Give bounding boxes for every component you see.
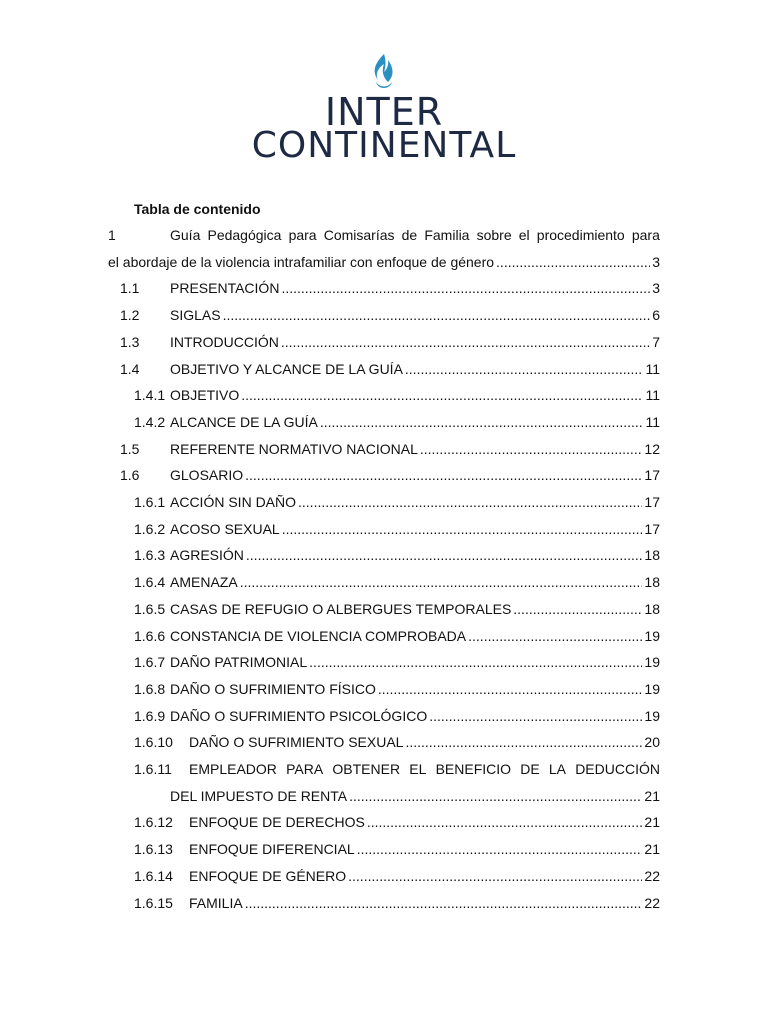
toc-entry[interactable] [134,409,660,435]
toc-entry-title: ENFOQUE DIFERENCIAL [189,841,355,858]
toc-entry-title: AMENAZA [170,574,238,591]
toc-entry[interactable] [134,809,660,835]
toc-entry-title: DAÑO O SUFRIMIENTO FÍSICO [170,680,376,697]
toc-word: EL [409,761,427,777]
toc-entry-page: 22 [644,894,660,911]
toc-entry-title: FAMILIA [189,894,243,911]
toc-entry[interactable] [134,489,660,515]
toc-entry-page: 21 [644,814,660,831]
dot-leader [246,542,643,568]
toc-word: procedimiento [536,227,625,243]
toc-entry-page: 3 [652,280,660,297]
toc-word: DE [520,761,540,777]
toc-entry-number: 1.6.14 [134,867,173,884]
dot-leader [349,783,642,809]
toc-entry[interactable] [134,863,660,889]
toc-entry-number: 1.6.4 [134,574,166,591]
toc-entry-number: 1.6.11 [134,761,172,777]
dot-leader [348,863,642,889]
toc-entry-title: CONSTANCIA DE VIOLENCIA COMPROBADA [170,627,467,644]
toc-entry[interactable] [120,436,660,462]
toc-entry-page: 21 [644,787,660,804]
toc-entry[interactable] [134,596,660,622]
toc-entry-page: 19 [644,627,660,644]
logo-line-inter: INTER [324,90,444,134]
toc-entry-page: 11 [645,413,660,430]
toc-entry-title: ACOSO SEXUAL [170,520,280,537]
toc-entry-page: 18 [644,600,660,617]
toc-entry-number: 1.6.10 [134,734,173,751]
dot-leader [281,329,650,355]
toc-word: OBTENER [332,761,401,777]
toc-entry[interactable] [134,516,660,542]
toc-entry-page: 17 [644,520,660,537]
toc-entry-title: OBJETIVO [170,387,240,404]
toc-entry-line [189,756,660,782]
toc-entry[interactable] [120,462,660,488]
toc-entry-number: 1.6.1 [134,494,166,510]
toc-entry-number: 1.6.13 [134,841,173,858]
toc-entry-title: DAÑO O SUFRIMIENTO PSICOLÓGICO [170,707,428,724]
toc-word: Comisarías [323,227,395,243]
toc-entry-number: 1.2 [120,307,140,324]
dot-leader [241,382,643,408]
dot-leader [245,462,642,488]
dot-leader [420,436,643,462]
toc-entry-page: 17 [644,467,660,484]
dot-leader [281,275,650,301]
dot-leader [513,596,642,622]
toc-word: para [288,227,317,243]
toc-entry-number: 1.5 [120,440,140,457]
toc-entry-number: 1.3 [120,333,140,350]
toc-entry-number: 1.6.6 [134,627,166,644]
toc-word: BENEFICIO [435,761,512,777]
toc-entry-number: 1.6.15 [134,894,173,911]
toc-entry-page: 11 [645,387,660,404]
toc-entry-number: 1.6.9 [134,707,166,724]
toc-entry-title: DEL IMPUESTO DE RENTA [170,787,348,804]
toc-word: para [631,227,660,243]
toc-entry-number: 1.6.2 [134,520,166,537]
dot-leader [405,356,644,382]
dot-leader [496,249,650,275]
toc-entry[interactable] [120,356,660,382]
dot-leader [378,676,643,702]
toc-entry-page: 18 [644,547,660,564]
toc-entry-line [170,222,660,248]
toc-title: Tabla de contenido [134,201,261,217]
toc-entry-number: 1.4.1 [134,387,166,404]
toc-entry[interactable] [134,382,660,408]
toc-entry[interactable] [134,729,660,755]
toc-entry-number: 1.6.7 [134,654,166,671]
toc-word: sobre [476,227,512,243]
toc-word: DEDUCCIÓN [575,761,660,777]
toc-entry-number: 1.1 [120,280,140,297]
toc-word: EMPLEADOR [189,761,277,777]
dot-leader [309,649,642,675]
toc-entry[interactable] [134,623,660,649]
toc-entry-page: 22 [644,867,660,884]
dot-leader [245,890,643,916]
toc-entry-title: INTRODUCCIÓN [170,333,279,350]
toc-entry-title: ACCIÓN SIN DAÑO [170,494,297,510]
toc-entry-number: 1.6.3 [134,547,166,564]
dot-leader [298,489,642,515]
logo-line-continental: CONTINENTAL [251,125,517,166]
toc-word: el [518,227,530,243]
toc-entry-number: 1.4 [120,360,140,377]
toc-word: Guía [170,227,201,243]
toc-entry[interactable] [134,542,660,568]
toc-entry-page: 18 [644,574,660,591]
intercontinental-logo [248,52,520,164]
dot-leader [367,809,643,835]
toc-entry-title: ENFOQUE DE DERECHOS [189,814,365,831]
dot-leader [357,836,643,862]
toc-entry[interactable] [120,302,660,328]
toc-entry[interactable] [120,329,660,355]
flame-icon [364,52,404,94]
dot-leader [429,703,642,729]
toc-entry-title: DAÑO O SUFRIMIENTO SEXUAL [189,734,404,751]
toc-entry-title: GLOSARIO [170,467,244,484]
toc-entry-title: OBJETIVO Y ALCANCE DE LA GUÍA [170,360,403,377]
toc-entry-title: REFERENTE NORMATIVO NACIONAL [170,440,418,457]
toc-entry[interactable] [134,649,660,675]
toc-entry-page: 11 [645,360,660,377]
toc-entry-title: SIGLAS [170,307,221,324]
toc-entry[interactable] [134,703,660,729]
toc-entry-page: 7 [652,333,660,350]
toc-entry[interactable] [134,890,660,916]
toc-entry[interactable] [134,836,660,862]
dot-leader [468,623,642,649]
toc-word: Familia [424,227,470,243]
toc-entry-page: 17 [644,494,660,510]
toc-entry-title: CASAS DE REFUGIO O ALBERGUES TEMPORALES [170,600,512,617]
dot-leader [282,516,643,542]
toc-entry-page: 19 [644,654,660,671]
dot-leader [240,569,643,595]
toc-entry-title: DAÑO PATRIMONIAL [170,654,308,671]
toc-entry-page: 19 [644,680,660,697]
toc-entry-title: el abordaje de la violencia intrafamiliar con enfoque de género [108,253,495,270]
toc-entry-page: 21 [644,841,660,858]
toc-entry[interactable] [120,275,660,301]
toc-entry-page: 12 [644,440,660,457]
toc-word: PARA [286,761,324,777]
toc-entry[interactable] [108,249,660,275]
toc-entry-number: 1.6.5 [134,600,166,617]
toc-word: de [401,227,418,243]
toc-word: LA [548,761,566,777]
toc-entry-number: 1 [108,227,116,243]
toc-entry-page: 6 [652,307,660,324]
toc-entry[interactable] [134,569,660,595]
toc-entry[interactable] [134,676,660,702]
toc-entry-number: 1.4.2 [134,413,166,430]
dot-leader [320,409,644,435]
toc-entry-title: AGRESIÓN [170,547,244,564]
toc-entry-page: 20 [644,734,660,751]
toc-entry-page: 3 [652,253,660,270]
toc-entry-page: 19 [644,707,660,724]
toc-entry-title: ALCANCE DE LA GUÍA [170,413,318,430]
dot-leader [405,729,642,755]
toc-entry-number: 1.6.12 [134,814,173,831]
toc-entry-number: 1.6 [120,467,140,484]
toc-entry-number: 1.6.8 [134,680,166,697]
toc-entry[interactable] [170,783,660,809]
toc-entry-title: PRESENTACIÓN [170,280,280,297]
toc-word: Pedagógica [207,227,282,243]
dot-leader [223,302,651,328]
toc-entry-title: ENFOQUE DE GÉNERO [189,867,347,884]
